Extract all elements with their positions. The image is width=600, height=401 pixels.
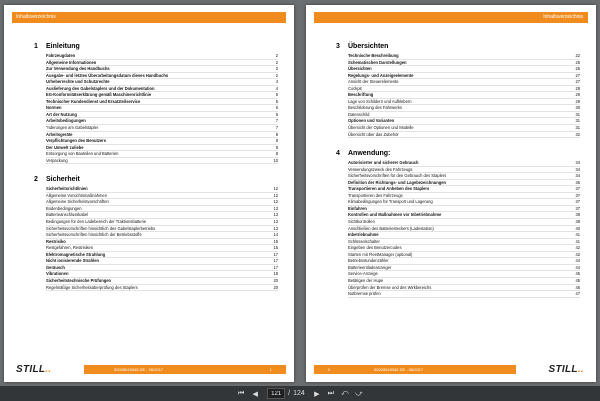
toc-entry-page: 42 (575, 245, 580, 251)
toc-entry-page: 37 (575, 192, 580, 198)
toc-entry-page: 17 (273, 251, 278, 257)
toc-entry-title: Entsorgung von Bauteilen und Batterien (46, 151, 119, 157)
toc-entry-page: 45 (575, 271, 580, 277)
toc-entry-page: 2 (275, 59, 278, 65)
toc-entry-title: Bodenbedingungen (46, 205, 82, 211)
toc-entry-title: Sicherheitsrichtlinien (46, 186, 88, 192)
rotate-left-icon[interactable]: ⤺ (341, 389, 349, 397)
toc-entry-title: Betriebsstundenzähler (348, 258, 389, 264)
toc-content (34, 39, 278, 291)
toc-entry-title: Urheberrechte und Schutzrechte (46, 79, 110, 85)
document-code: 50028043345 DE - 06/2017 (374, 367, 424, 372)
chapter-number: 2 (34, 176, 38, 184)
toc-entry-page: 15 (273, 245, 278, 251)
toc-entry-page: 14 (273, 232, 278, 238)
toc-entry-title: Anschließen des Batteriesteckers (Ladestation) (348, 225, 434, 231)
toc-entry-title: Ausgabe- und letztes Überarbeitungsdatum dieses Handbuchs (46, 72, 169, 78)
toc-entry-title: Optionen und Varianten (348, 118, 395, 124)
toc-entry-title: Überprüfen der Bremse und des Wirkbereichs (348, 284, 432, 290)
toc-entry-page: 36 (575, 179, 580, 185)
first-page-icon[interactable]: ⏮ (238, 389, 245, 397)
current-page-input[interactable] (267, 388, 285, 399)
page-header-title: Inhaltsverzeichnis (543, 14, 583, 20)
toc-entry-page: 34 (575, 160, 580, 166)
toc-entry-page: 37 (575, 205, 580, 211)
page-separator: / (288, 390, 291, 397)
toc-entry-page: 44 (575, 264, 580, 270)
page-number: II (328, 367, 331, 372)
toc-entry-title: Zur Verwendung des Handbuchs (46, 66, 110, 72)
toc-entry-page: 7 (275, 125, 278, 131)
toc-entry[interactable] (46, 285, 278, 292)
toc-entry-title: Bedingungen für den Ladebereich der Traktionsbatterie (46, 219, 147, 225)
toc-entry-page: 12 (273, 192, 278, 198)
toc-entry-title: Service-Anzeige (348, 271, 378, 277)
toc-entry-title: Lage von Schildern und Aufklebern (348, 98, 412, 104)
toc-entry-title: Transportieren des Fahrzeugs (348, 192, 403, 198)
toc-entry-page: 26 (575, 66, 580, 72)
toc-entry-page: 7 (275, 118, 278, 124)
toc-entry-page: 38 (575, 212, 580, 218)
toc-entry-title: Sichtkontrollen (348, 219, 375, 225)
toc-entry-page: 2 (275, 72, 278, 78)
toc-entry-title: Übersicht der Optionen und Modelle (348, 125, 414, 131)
toc-entry-title: Sicherheitsvorschriften für den Gebrauch des Staplers (348, 173, 447, 179)
toc-entry-title: Geräusch (46, 264, 65, 270)
toc-entry-title: EG-Konformitätserklärung gemäß Maschinenrichtlinie (46, 92, 152, 98)
toc-entry-page: 41 (575, 232, 580, 238)
toc-entry-page: 6 (275, 105, 278, 111)
document-code: 50028043345 DE - 06/2017 (114, 367, 164, 372)
toc-entry-title: Der Umwelt zuliebe (46, 144, 84, 150)
toc-entry-page: 17 (273, 264, 278, 270)
toc-entry-title: "nderungen am Gabelstapler (46, 125, 99, 131)
left-page (4, 5, 294, 382)
still-logo: STILL.. (548, 364, 584, 375)
toc-entry-title: Vibrationen (46, 271, 69, 277)
toc-entry-page: 17 (273, 258, 278, 264)
toc-entry-page: 34 (575, 173, 580, 179)
toc-entry-title: Starten mit FleetManager (optional) (348, 251, 413, 257)
toc-entry-title: Einfahren (348, 205, 367, 211)
footer-bar (314, 365, 516, 374)
toc-entry-page: 27 (575, 72, 580, 78)
toc-entry-page: 32 (575, 131, 580, 137)
toc-entry-page: 40 (575, 225, 580, 231)
toc-entry-page: 6 (275, 111, 278, 117)
toc-entry-title: Definition der Richtungs- und Lagebezeichnungen (348, 179, 447, 185)
toc-entry-title: Verpflichtungen des Benutzers (46, 138, 107, 144)
page-header-bar (314, 12, 588, 23)
toc-entry-page: 8 (275, 151, 278, 157)
chapter-title: Sicherheit (46, 176, 80, 184)
toc-entry-page: 20 (273, 277, 278, 283)
toc-entry-page: 19 (273, 271, 278, 277)
toc-entry-title: Batterieentladeanzeiger (348, 264, 392, 270)
chapter-title: Einleitung (46, 43, 80, 50)
next-page-icon[interactable]: ▶ (314, 390, 320, 398)
toc-entry[interactable] (348, 291, 580, 298)
toc-content (336, 39, 580, 298)
toc-entry-title: Sicherheitstechnische Prüfungen (46, 277, 112, 283)
toc-entry-page: 8 (275, 138, 278, 144)
page-header-bar (12, 12, 286, 23)
toc-entry-title: Regelungs- und Anzeigeelemente (348, 72, 414, 78)
toc-entry-title: Arbeitsbedingungen (46, 118, 86, 124)
toc-entry-title: Notbremse prüfen (348, 291, 381, 297)
chapter-number: 4 (336, 150, 340, 158)
toc-entry-page: 31 (575, 111, 580, 117)
toc-entry-title: Arbeitsgeräte (46, 131, 73, 137)
toc-entry-title: Datenschild (348, 111, 370, 117)
chapter-heading[interactable] (336, 150, 580, 157)
toc-entry-title: Schlüsselschalter (348, 238, 380, 244)
toc-entry-title: Restgefahren, Restrisiken (46, 245, 94, 251)
chapter-heading[interactable] (336, 43, 580, 50)
footer-bar (84, 365, 286, 374)
toc-entry-page: 46 (575, 284, 580, 290)
toc-entry-page: 28 (575, 85, 580, 91)
toc-entry-title: Verwendungszweck des Fahrzeugs (348, 166, 413, 172)
toc-entry-page: 12 (273, 199, 278, 205)
page-footer (12, 365, 286, 375)
toc-entry-title: Eingeben des Benutzercodes (348, 245, 402, 251)
page-number: 1 (269, 367, 272, 372)
viewer-toolbar (0, 386, 600, 401)
toc-entry-title: Technische Beschreibung (348, 53, 399, 58)
toc-entry-title: Sicherheitsvorschriften hinsichtlich des Gabelstaplerbetriebs (46, 225, 156, 231)
toc-entry-page: 37 (575, 186, 580, 192)
toc-entry-page: 44 (575, 258, 580, 264)
toc-entry-page: 4 (275, 85, 278, 91)
toc-entry-title: Inbetriebnahme (348, 232, 379, 238)
toc-entry-page: 37 (575, 199, 580, 205)
toc-entry-page: 38 (575, 219, 580, 225)
toc-entry-page: 2 (275, 66, 278, 72)
toc-entry-title: Betätigen der Hupe (348, 277, 384, 283)
toc-entry-title: Übersicht über das Zubehör (348, 131, 399, 137)
toc-entry-page: 13 (273, 225, 278, 231)
rotate-right-icon[interactable]: ⤻ (355, 389, 363, 397)
toc-entry-page: 5 (275, 98, 278, 104)
toc-entry-page: 4 (275, 79, 278, 85)
toc-entry-page: 45 (575, 277, 580, 283)
toc-entry-page: 15 (273, 238, 278, 244)
toc-entry-page: 42 (575, 251, 580, 257)
previous-page-icon[interactable]: ◀ (252, 390, 258, 398)
page-navigator (267, 388, 305, 399)
toc-entry-page: 22 (575, 53, 580, 58)
toc-entry-title: Autorisierter und sicherer Gebrauch (348, 160, 419, 166)
toc-entry-title: Transportieren und Anheben des Staplers (348, 186, 430, 192)
toc-entry-title: Beschriftung (348, 92, 374, 98)
chapter-title: Übersichten (348, 43, 389, 50)
toc-entry-title: Regelmäßige Sicherheitsüberprüfung des Staplers (46, 284, 138, 290)
toc-entry-page: 27 (575, 79, 580, 85)
toc-entry-page: 30 (575, 105, 580, 111)
page-footer (314, 365, 588, 375)
toc-entry-title: Kontrollen und Maßnahmen vor Inbetriebnahme (348, 212, 442, 218)
page-header-title: Inhaltsverzeichnis (16, 14, 56, 20)
toc-entry-title: Technischer Kundendienst und Ersatzteilservice (46, 98, 141, 104)
chapter-number: 3 (336, 43, 340, 50)
toc-entry-page: 29 (575, 92, 580, 98)
toc-entry-title: Allgemeine Sicherheitsvorschriften (46, 199, 109, 205)
chapter-title: Anwendung: (348, 150, 391, 158)
toc-entry-page: 8 (275, 131, 278, 137)
toc-entry-title: Art der Nutzung (46, 111, 77, 117)
toc-entry-title: Übersichten (348, 66, 372, 72)
toc-entry-page: 20 (273, 284, 278, 290)
toc-entry-title: Sicherheitsvorschriften hinsichtlich der Betriebsstoffe (46, 232, 142, 238)
toc-entry-page: 31 (575, 118, 580, 124)
chapter-heading[interactable] (34, 176, 278, 183)
toc-entry-page: 13 (273, 212, 278, 218)
toc-entry-title: Elektromagnetische Strahlung (46, 251, 106, 257)
toc-entry-page: 29 (575, 98, 580, 104)
toc-entry-page: 13 (273, 205, 278, 211)
toc-entry-title: Normen (46, 105, 62, 111)
toc-entry-title: Batterieanschlusskabel (46, 212, 89, 218)
toc-entry-title: Verpackung (46, 157, 68, 163)
toc-entry-page: 34 (575, 166, 580, 172)
toc-entry-page: 5 (275, 92, 278, 98)
toc-entry-page: 8 (275, 144, 278, 150)
toc-entry-page: 13 (273, 219, 278, 225)
toc-entry-page: 2 (275, 53, 278, 58)
toc-entry-title: Beschilderung des Fahrwerks (348, 105, 402, 111)
toc-entry-page: 25 (575, 59, 580, 65)
chapter-number: 1 (34, 43, 38, 50)
toc-entry-title: Restrisiko (46, 238, 66, 244)
toc-entry-page: 10 (273, 157, 278, 163)
still-logo: STILL.. (16, 364, 52, 375)
toc-entry-title: Auslieferung des Gabelstaplers und der Dokumentation (46, 85, 155, 91)
toc-entry-title: Nicht ionisierende Strahlen (46, 258, 100, 264)
last-page-icon[interactable]: ⏭ (327, 389, 334, 397)
toc-entry-title: Allgemeine Vorsichtsmaßnahmen (46, 192, 107, 198)
toc-entry-title: Ansicht der Steuerelemente (348, 79, 399, 85)
toc-entry-title: Cockpit (348, 85, 362, 91)
right-page (306, 5, 596, 382)
toc-entry-page: 12 (273, 186, 278, 192)
toc-entry-title: Klimabedingungen für Transport und Lagerung (348, 199, 433, 205)
toc-entry-title: Schematischen Darstellungen (348, 59, 407, 65)
toc-entry-title: Fahrzeugdaten (46, 53, 76, 58)
toc-entry-page: 47 (575, 291, 580, 297)
toc-entry-page: 31 (575, 125, 580, 131)
chapter-heading[interactable] (34, 43, 278, 50)
total-pages: 124 (293, 390, 305, 397)
toc-entry-title: Allgemeine Informationen (46, 59, 97, 65)
toc-entry-page: 41 (575, 238, 580, 244)
